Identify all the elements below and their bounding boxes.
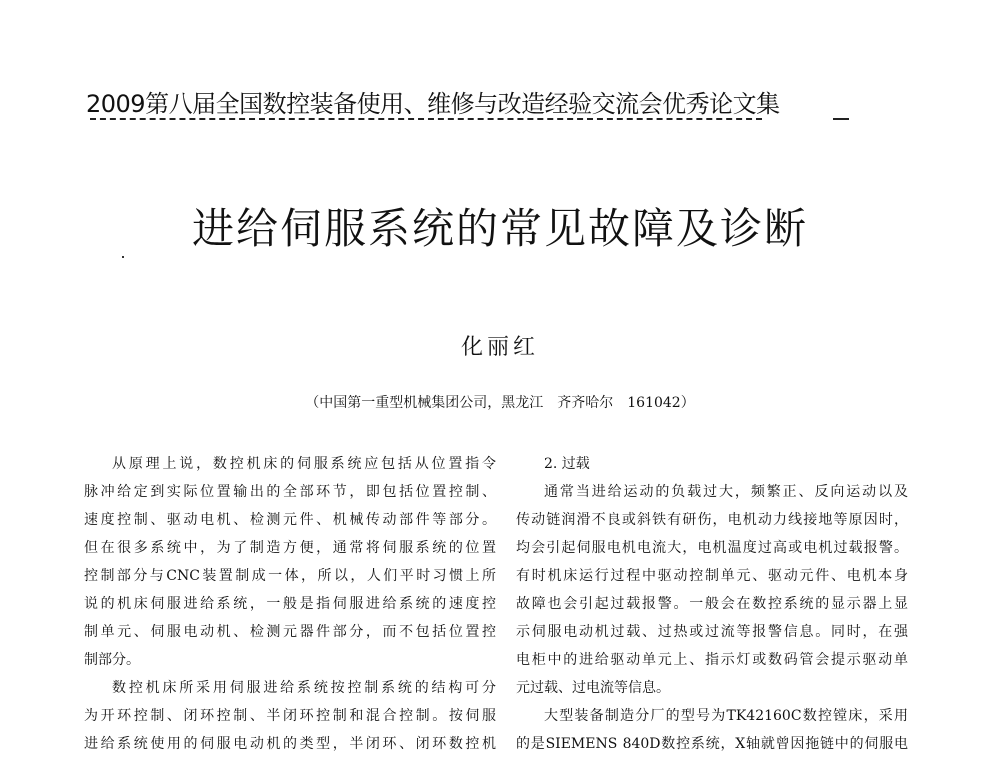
section-heading: 2. 过载: [544, 456, 590, 472]
text-line: 说的机床伺服进给系统，一般是指伺服进给系统的速度控: [84, 596, 496, 612]
paper-title: 进给伺服系统的常见故障及诊断: [191, 204, 808, 253]
left-column: [84, 450, 496, 758]
text-line: 但在很多系统中，为了制造方便，通常将伺服系统的位置: [84, 540, 496, 556]
header-rule-tick: [833, 118, 849, 120]
author-affiliation: （中国第一重型机械集团公司，黑龙江 齐齐哈尔 161042）: [305, 395, 695, 411]
text-line: 元过载、过电流等信息。: [516, 680, 670, 696]
text-line: 制单元、伺服电动机、检测元器件部分，而不包括位置控: [84, 624, 496, 640]
text-line: 控制部分与CNC装置制成一体，所以，人们平时习惯上所: [84, 568, 496, 584]
scan-speck: [122, 256, 124, 258]
text-line: 制部分。: [84, 652, 140, 668]
text-line: 数控机床所采用伺服进给系统按控制系统的结构可分: [112, 680, 496, 696]
text-line: 为开环控制、闭环控制、半闭环控制和混合控制。按伺服: [84, 708, 496, 724]
text-line: 速度控制、驱动电机、检测元件、机械传动部件等部分。: [84, 512, 496, 528]
text-line: 进给系统使用的伺服电动机的类型，半闭环、闭环数控机: [84, 736, 496, 752]
text-line: 故障也会引起过载报警。一般会在数控系统的显示器上显: [516, 596, 908, 612]
text-line: 示伺服电动机过载、过热或过流等报警信息。同时，在强: [516, 624, 908, 640]
text-line: 从原理上说，数控机床的伺服系统应包括从位置指令: [112, 456, 496, 472]
text-line: 的是SIEMENS 840D数控系统，X轴就曾因拖链中的伺服电: [516, 736, 908, 752]
author-name: 化丽红: [460, 335, 539, 360]
text-line: 均会引起伺服电机电流大，电机温度过高或电机过载报警。: [516, 540, 908, 556]
text-line: 传动链润滑不良或斜铁有研伤，电机动力线接地等原因时，: [516, 512, 908, 528]
text-line: 电柜中的进给驱动单元上、指示灯或数码管会提示驱动单: [516, 652, 908, 668]
text-line: 有时机床运行过程中驱动控制单元、驱动元件、电机本身: [516, 568, 908, 584]
text-line: 脉冲给定到实际位置输出的全部环节，即包括位置控制、: [84, 484, 496, 500]
text-line: 大型装备制造分厂的型号为TK42160C数控镗床，采用: [544, 708, 908, 724]
header-rule: [90, 118, 762, 120]
text-line: 通常当进给运动的负载过大，频繁正、反向运动以及: [544, 484, 908, 500]
running-header: 2009第八届全国数控装备使用、维修与改造经验交流会优秀论文集: [86, 90, 780, 118]
right-column: [516, 450, 908, 758]
